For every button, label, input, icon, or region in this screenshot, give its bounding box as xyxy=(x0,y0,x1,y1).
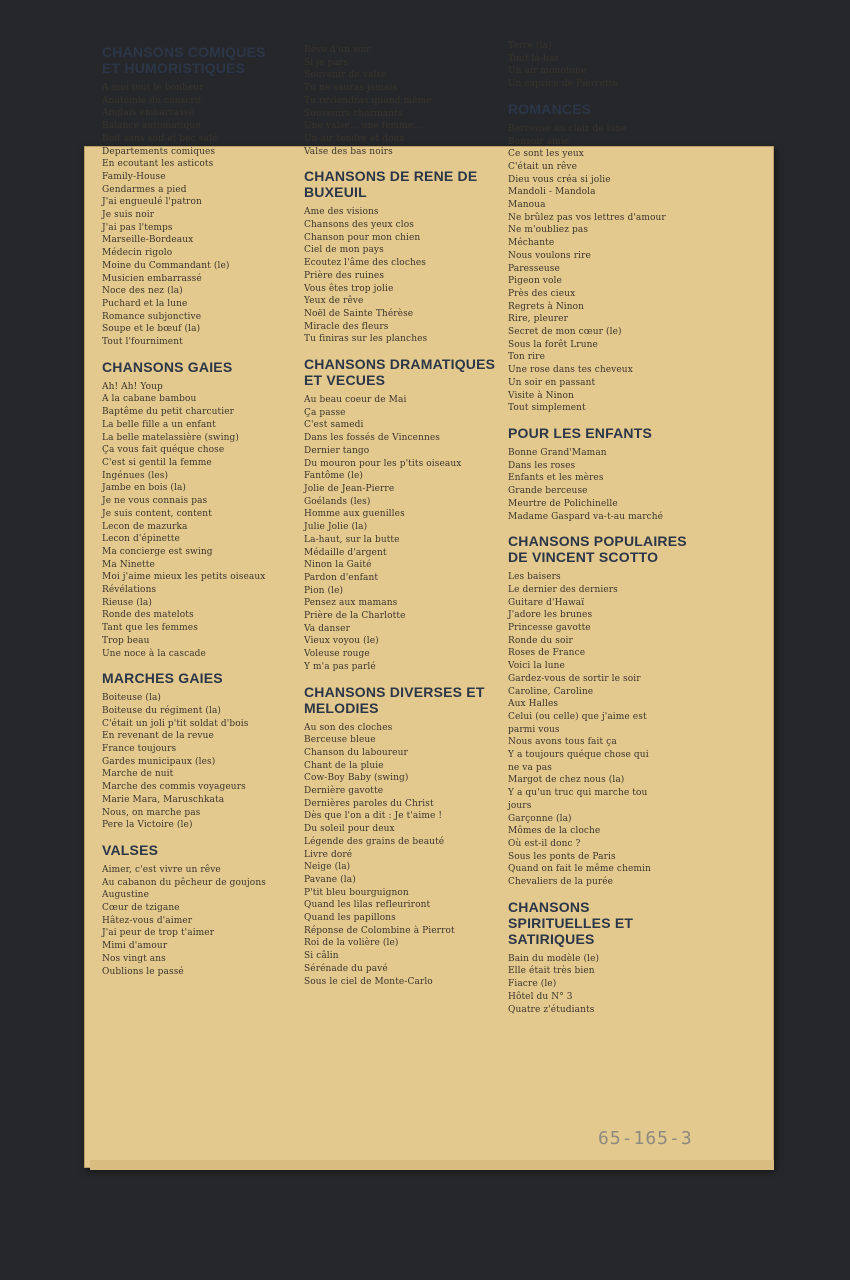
song-title: Gardes municipaux (les) xyxy=(102,756,216,767)
song-title: Livre doré xyxy=(304,849,353,860)
song-title: Chansons des yeux clos xyxy=(304,220,415,231)
song-title: C'est si gentil la femme xyxy=(102,457,212,468)
song-title: C'était un joli p'tit soldat d'bois xyxy=(102,718,249,729)
song-title: Je suis content, content xyxy=(102,508,212,519)
song-title: Caroline, Caroline xyxy=(508,686,594,697)
song-title: Ma Ninette xyxy=(102,559,155,570)
song-title: Quatre z'étudiants xyxy=(508,1004,595,1015)
section-heading: ROMANCES xyxy=(508,100,592,117)
song-title: Cow-Boy Baby (swing) xyxy=(304,773,409,784)
section-heading: CHANSONS SPIRITUELLES ET SATIRIQUES xyxy=(508,898,634,947)
song-title: Chanson pour mon chien xyxy=(304,232,421,243)
song-title: Ah! Ah! Youp xyxy=(102,381,163,392)
song-title: France toujours xyxy=(102,744,177,755)
song-title: Quand les papillons xyxy=(304,913,396,924)
song-title: Aux Halles xyxy=(508,699,559,710)
song-title: Family-House xyxy=(102,171,166,182)
song-title: Boiteuse (la) xyxy=(102,693,162,704)
paper-edge xyxy=(90,1160,774,1170)
song-title: Marche de nuit xyxy=(102,769,174,780)
song-title: Terre (la) xyxy=(508,41,552,51)
song-title: Hôtel du N° 3 xyxy=(508,991,573,1002)
song-title: Roi de la volière (le) xyxy=(304,938,399,949)
song-title: Sous la forêt Lrune xyxy=(508,339,598,350)
song-title: Une noce à la cascade xyxy=(102,648,206,659)
song-title: Vous êtes trop jolie xyxy=(304,283,394,294)
song-title: Pere la Victoire (le) xyxy=(102,820,193,831)
song-title: Valse des bas noirs xyxy=(304,146,393,157)
song-title: Ecoutez l'âme des cloches xyxy=(304,258,426,269)
song-title: Ronde du soir xyxy=(508,635,573,646)
song-title: En ecoutant les asticots xyxy=(102,159,214,170)
song-title: La belle fille a un enfant xyxy=(102,419,216,430)
song-title: C'était un rêve xyxy=(508,161,578,172)
song-title: Princesse gavotte xyxy=(508,623,591,634)
song-title: Garçonne (la) xyxy=(508,813,572,824)
song-title: Grande berceuse xyxy=(508,486,588,497)
song-title: Dernières paroles du Christ xyxy=(304,798,434,809)
song-title: Sérénade du pavé xyxy=(304,963,388,974)
song-title: Un caprice de Pierrette xyxy=(508,79,618,90)
section-heading: CHANSONS POPULAIRES DE VINCENT SCOTTO xyxy=(508,533,687,566)
song-title: Prière des ruines xyxy=(304,270,385,281)
song-title: Gendarmes a pied xyxy=(102,184,187,195)
song-title: Du soleil pour deux xyxy=(304,824,395,835)
song-title: Ne m'oubliez pas xyxy=(508,225,589,236)
song-title: Nous avons tous fait ça xyxy=(508,737,617,748)
song-title: Mimi d'amour xyxy=(102,941,168,952)
song-title: Trop beau xyxy=(102,635,150,646)
song-title: Ingénues (les) xyxy=(102,470,169,481)
song-title: Chant de la pluie xyxy=(304,760,384,771)
song-title: Puchard et la lune xyxy=(102,298,188,309)
song-title: Goélands (les) xyxy=(304,496,371,507)
song-title: Homme aux guenilles xyxy=(304,509,405,520)
song-title: Si je pars xyxy=(304,57,348,68)
song-title: Marie Mara, Maruschkata xyxy=(102,794,225,805)
song-title: Madame Gaspard va-t-au marché xyxy=(508,511,664,522)
song-title: Je ne vous connais pas xyxy=(102,496,208,507)
song-title: Noce des nez (la) xyxy=(102,286,183,297)
song-title: Voleuse rouge xyxy=(304,649,370,660)
song-title: Médaille d'argent xyxy=(304,547,387,558)
song-title: La-haut, sur la butte xyxy=(304,534,400,545)
song-title: Miracle des fleurs xyxy=(304,321,389,332)
song-title: Nous, on marche pas xyxy=(102,807,201,818)
song-title: Dernière gavotte xyxy=(304,786,384,797)
song-title: Roses de France xyxy=(508,648,586,659)
song-title: Meurtre de Polichinelle xyxy=(508,498,618,509)
song-title: Prière de la Charlotte xyxy=(304,611,406,622)
song-title: Visite à Ninon xyxy=(508,390,574,401)
song-title: Ciel de mon pays xyxy=(304,245,384,256)
section-heading: CHANSONS GAIES xyxy=(102,358,233,375)
song-title: Pensez aux mamans xyxy=(304,598,398,609)
song-title: Manoua xyxy=(508,200,546,211)
song-title: Pavane (la) xyxy=(304,874,356,885)
song-title: Légende des grains de beauté xyxy=(304,836,445,847)
song-title: Les baisers xyxy=(508,572,561,583)
song-title: Le dernier des derniers xyxy=(508,584,618,595)
song-title: Pion (le) xyxy=(304,585,344,596)
archive-stamp: 65-165-3 xyxy=(598,1128,693,1149)
song-title: Margot de chez nous (la) xyxy=(508,775,625,786)
song-title: Gardez-vous de sortir le soir xyxy=(508,673,641,684)
song-title: P'tit bleu bourguignon xyxy=(304,887,409,898)
song-title: Chevaliers de la purée xyxy=(508,877,614,888)
song-title: Une rose dans tes cheveux xyxy=(508,365,633,376)
song-title: Nous voulons rire xyxy=(508,250,591,261)
song-title: Réponse de Colombine à Pierrot xyxy=(304,925,455,936)
song-title: Pigeon vole xyxy=(508,276,562,287)
song-title: Bain du modèle (le) xyxy=(508,953,600,964)
song-title: Dernier tango xyxy=(304,445,370,456)
song-title: Ninon la Gaité xyxy=(304,560,372,571)
song-title: Où est-il donc ? xyxy=(508,838,581,849)
song-title: Dans les fossés de Vincennes xyxy=(304,433,441,444)
song-title: Quand les lilas refleuriront xyxy=(304,900,431,911)
song-title: Ça passe xyxy=(304,407,346,418)
song-title: Berceuse bleue xyxy=(304,735,376,746)
song-title: Soupe et le bœuf (la) xyxy=(102,324,201,335)
song-title: Augustine xyxy=(102,890,149,901)
song-title: Anatomie du conscrit xyxy=(102,95,202,106)
song-title: Chanson du laboureur xyxy=(304,747,408,758)
song-title: J'ai pas l'temps xyxy=(102,222,173,233)
song-title: Y a qu'un truc qui marche tou xyxy=(508,788,648,799)
song-title: A moi tout le bonheur xyxy=(102,83,204,93)
song-title: Guitare d'Hawaï xyxy=(508,597,585,608)
song-title: Musicien embarrassé xyxy=(102,273,202,284)
song-title: Tout là-bas xyxy=(508,53,560,64)
song-title: Boiteuse du régiment (la) xyxy=(102,705,222,716)
song-title: Près des cieux xyxy=(508,288,576,299)
section-heading: CHANSONS COMIQUES ET HUMORISTIQUES xyxy=(102,44,266,76)
song-title: Rêve d'un soir xyxy=(304,45,371,55)
song-title: Souvenirs charmants xyxy=(304,108,403,119)
song-title: Une valse... une femme... xyxy=(304,121,423,132)
song-title: Enfants et les mères xyxy=(508,473,604,484)
song-title: Lecon d'épinette xyxy=(102,534,180,545)
song-title: Dans les roses xyxy=(508,460,576,471)
song-title: Jambe en bois (la) xyxy=(102,483,187,494)
song-title: Tu ne sauras jamais xyxy=(304,83,398,94)
song-title: Bonsoir amie xyxy=(508,136,570,147)
song-title: Ne brûlez pas vos lettres d'amour xyxy=(508,212,666,223)
song-title: J'adore les brunes xyxy=(508,610,593,621)
song-title: Neige (la) xyxy=(304,862,351,873)
song-title: Si câlin xyxy=(304,951,339,962)
section-heading: CHANSONS DIVERSES ET MELODIES xyxy=(304,683,485,716)
song-title: Oublions le passé xyxy=(102,966,184,977)
column-3 xyxy=(508,40,690,1016)
song-title: Rire, pleurer xyxy=(508,314,568,325)
song-title: Regrets à Ninon xyxy=(508,301,585,312)
song-title: Voici la lune xyxy=(508,661,565,672)
song-title: A la cabane bambou xyxy=(102,394,197,405)
song-title: Médecin rigolo xyxy=(102,248,173,259)
song-title: Ton rire xyxy=(508,352,545,363)
song-title: Du mouron pour les p'tits oiseaux xyxy=(304,458,462,469)
column-1 xyxy=(102,44,287,978)
song-title: Y a toujours quéque chose qui xyxy=(508,750,649,761)
song-title: Révélations xyxy=(102,585,157,596)
section-heading: MARCHES GAIES xyxy=(102,670,223,687)
song-title: Noël de Sainte Thérèse xyxy=(304,308,414,319)
song-title: Va danser xyxy=(304,623,350,634)
song-title: Je suis noir xyxy=(102,210,155,221)
song-title: Moi j'aime mieux les petits oiseaux xyxy=(102,572,266,583)
song-title: Un air monotone xyxy=(508,66,587,77)
song-title: Lecon de mazurka xyxy=(102,521,188,532)
song-title: Tout l'fourniment xyxy=(102,337,183,348)
song-title: Moine du Commandant (le) xyxy=(102,260,230,271)
song-title: Jolie de Jean-Pierre xyxy=(304,483,395,494)
song-title: Mômes de la cloche xyxy=(508,826,601,837)
song-title: Hâtez-vous d'aimer xyxy=(102,915,193,926)
song-title: Berceuse au clair de lune xyxy=(508,123,627,134)
section-heading: CHANSONS DRAMATIQUES ET VECUES xyxy=(304,356,496,389)
song-title: Rieuse (la) xyxy=(102,597,152,608)
song-title: Au son des cloches xyxy=(304,722,393,733)
song-title: Paresseuse xyxy=(508,263,560,274)
song-title: Julie Jolie (la) xyxy=(304,522,368,533)
song-title: Fantôme (le) xyxy=(304,471,363,482)
song-title: Pardon d'enfant xyxy=(304,572,379,583)
song-title: Romance subjonctive xyxy=(102,311,202,322)
song-title: Elle était très bien xyxy=(508,966,595,977)
song-title: ne va pas xyxy=(508,762,552,773)
song-title: Quand on fait le même chemin xyxy=(508,864,651,875)
song-title: Anglais embarrassé xyxy=(102,108,194,119)
song-title: Baptême du petit charcutier xyxy=(102,407,235,418)
song-title: Yeux de rêve xyxy=(304,296,364,307)
section-heading: CHANSONS DE RENE DE BUXEUIL xyxy=(304,168,478,201)
song-title: Cœur de tzigane xyxy=(102,903,180,914)
song-title: Ce sont les yeux xyxy=(508,149,584,160)
song-title: Nos vingt ans xyxy=(102,953,166,964)
song-title: C'est samedi xyxy=(304,420,364,431)
song-title: Dès que l'on a dit : Je t'aime ! xyxy=(304,811,443,822)
song-title: jours xyxy=(508,800,532,811)
section-heading: VALSES xyxy=(102,841,159,858)
song-title: Au beau coeur de Mai xyxy=(304,395,407,406)
song-title: Souvenir de valse xyxy=(304,70,387,81)
song-title: Tu finiras sur les planches xyxy=(304,334,428,345)
song-title: Y m'a pas parlé xyxy=(304,661,376,672)
song-title: Ame des visions xyxy=(304,207,379,218)
song-title: Ma concierge est swing xyxy=(102,546,213,557)
song-title: Un soir en passant xyxy=(508,377,596,388)
song-title: Un air tendre et doux xyxy=(304,133,405,144)
song-title: Tu reviendras quand même xyxy=(304,95,432,106)
song-title: Sous les ponts de Paris xyxy=(508,851,616,862)
song-title: Dieu vous créa si jolie xyxy=(508,174,611,185)
song-title: Mandoli - Mandola xyxy=(508,187,596,198)
song-title: Sous le ciel de Monte-Carlo xyxy=(304,976,433,987)
song-title: Celui (ou celle) que j'aime est xyxy=(508,711,647,722)
song-title: Balance automatique xyxy=(102,121,201,132)
song-title: Marche des commis voyageurs xyxy=(102,782,246,793)
song-title: Vieux voyou (le) xyxy=(304,636,379,647)
song-title: Secret de mon cœur (le) xyxy=(508,327,622,338)
song-title: Bonne Grand'Maman xyxy=(508,447,607,458)
song-title: J'ai engueulé l'patron xyxy=(102,197,202,208)
song-title: Ça vous fait quéque chose xyxy=(102,445,225,456)
song-title: Méchante xyxy=(508,238,555,249)
song-title: Au cabanon du pêcheur de goujons xyxy=(102,877,266,888)
song-title: Departements comiques xyxy=(102,146,216,157)
song-title: Ronde des matelots xyxy=(102,610,194,621)
song-title: Fiacre (le) xyxy=(508,979,557,990)
song-title: parmi vous xyxy=(508,724,560,735)
song-title: Aimer, c'est vivre un rêve xyxy=(102,864,221,875)
song-title: Boit sans soif et bec salé xyxy=(102,133,218,144)
column-2 xyxy=(304,44,499,988)
section-heading: POUR LES ENFANTS xyxy=(508,424,652,441)
song-title: Marseille-Bordeaux xyxy=(102,235,194,246)
song-title: J'ai peur de trop t'aimer xyxy=(102,928,215,939)
song-title: En revenant de la revue xyxy=(102,731,214,742)
song-title: Tout simplement xyxy=(508,403,586,414)
song-title: La belle matelassière (swing) xyxy=(102,432,239,443)
song-title: Tant que les femmes xyxy=(102,623,198,634)
